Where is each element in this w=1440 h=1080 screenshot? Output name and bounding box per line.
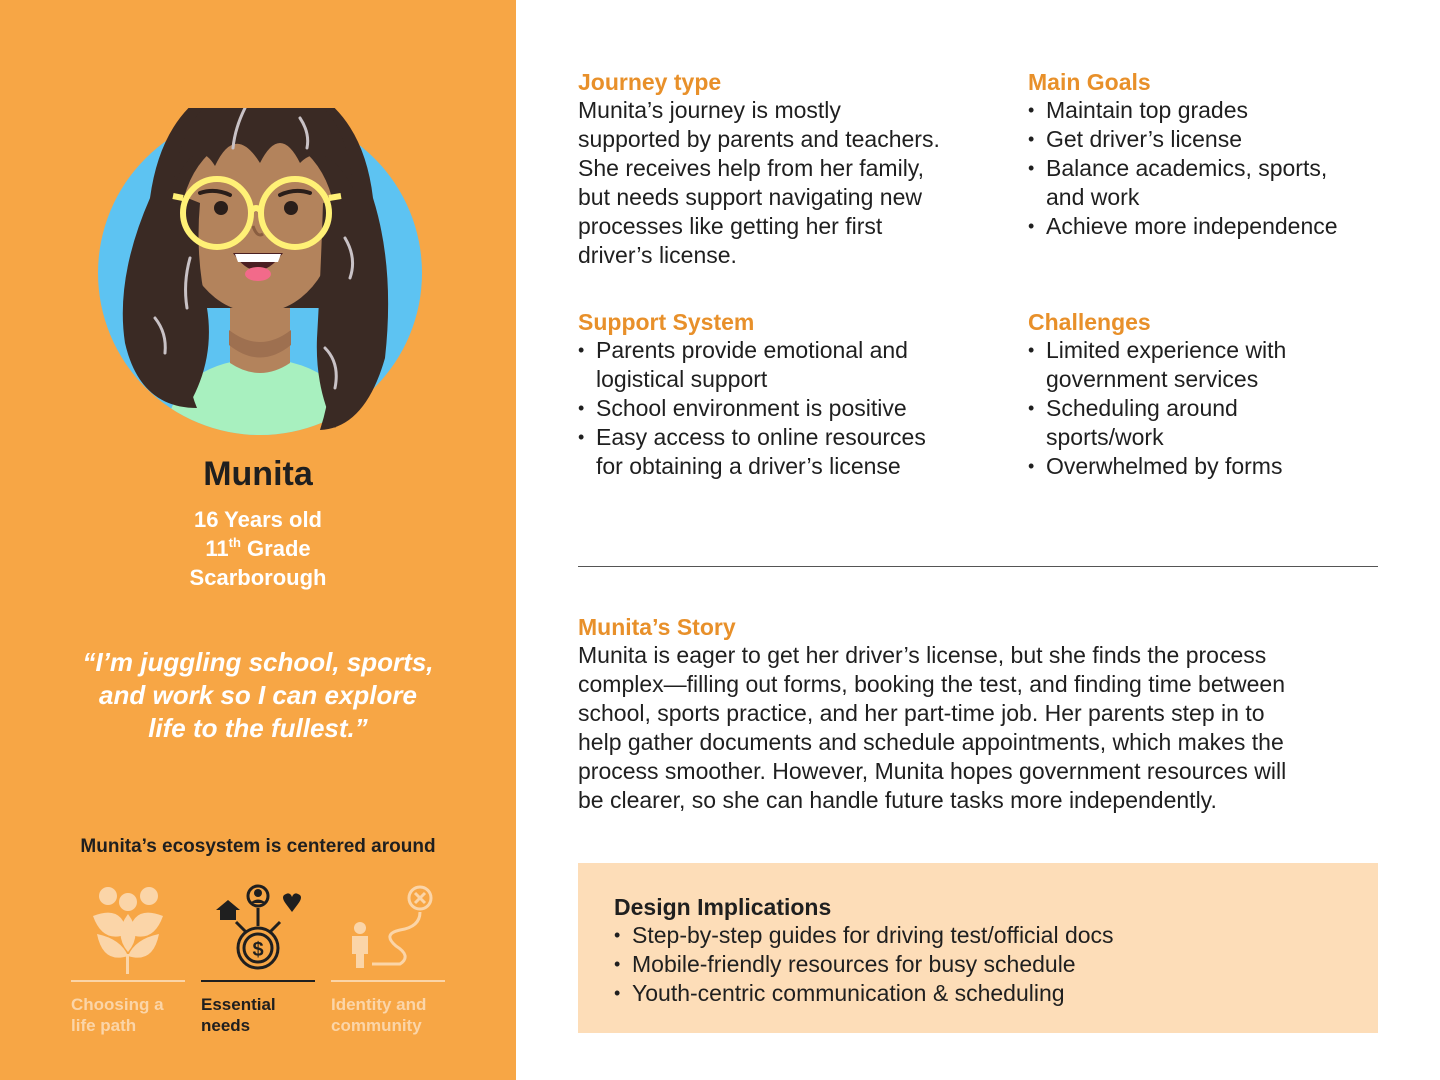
grade-suffix: th — [228, 535, 241, 550]
journey-line: driver’s license. — [578, 242, 737, 268]
list-item: • Mobile-friendly resources for busy schedule — [614, 950, 1114, 979]
grade-number: 11 — [205, 536, 229, 561]
journey-line: She receives help from her family, — [578, 155, 924, 181]
quote-line: life to the fullest.” — [148, 713, 368, 743]
list-item: • Parents provide emotional and logistical support — [578, 336, 998, 394]
story-line: Munita is eager to get her driver’s license, but she finds the process — [578, 642, 1267, 668]
journey-heading: Journey type — [578, 69, 722, 95]
list-item: • Youth-centric communication & scheduling — [614, 979, 1114, 1008]
journey-line: supported by parents and teachers. — [578, 126, 940, 152]
journey-section — [578, 68, 998, 270]
design-implications-box — [578, 863, 1378, 1033]
list-item: • Step-by-step guides for driving test/official docs — [614, 921, 1114, 950]
avatar — [95, 108, 425, 438]
story-line: school, sports practice, and her part-time job. Her parents step in to — [578, 700, 1265, 726]
quote-line: and work so I can explore — [99, 680, 417, 710]
persona-grade — [0, 534, 516, 563]
journey-line: processes like getting her first — [578, 213, 883, 239]
challenges-heading: Challenges — [1028, 309, 1151, 335]
ecosystem-label-line: Choosing a — [71, 995, 164, 1014]
design-heading: Design Implications — [614, 894, 832, 920]
goals-list — [1028, 96, 1388, 241]
persona-panel — [0, 0, 516, 1080]
ecosystem-label-line: life path — [71, 1016, 137, 1035]
flower-people-icon — [83, 884, 173, 974]
ecosystem-item-essential-needs — [201, 882, 315, 1036]
journey-line: but needs support navigating new — [578, 184, 922, 210]
story-line: be clearer, so she can handle future tasks more independently. — [578, 787, 1217, 813]
ecosystem-item-identity — [331, 882, 445, 1036]
list-item: • Limited experience with government services — [1028, 336, 1388, 394]
list-item: • Balance academics, sports, and work — [1028, 154, 1388, 212]
challenges-list — [1028, 336, 1388, 481]
story-section — [578, 613, 1388, 815]
ecosystem-label-line: Identity and — [331, 995, 427, 1014]
support-heading: Support System — [578, 309, 755, 335]
divider — [578, 566, 1378, 567]
ecosystem-label-line: community — [331, 1016, 422, 1035]
persona-location: Scarborough — [189, 565, 327, 590]
list-item: • Get driver’s license — [1028, 125, 1388, 154]
essential-needs-icon — [208, 882, 308, 974]
support-section — [578, 308, 998, 481]
list-item: • Maintain top grades — [1028, 96, 1388, 125]
goals-heading: Main Goals — [1028, 69, 1151, 95]
svg-text:$: $ — [252, 939, 264, 961]
ecosystem-label-line: needs — [201, 1016, 251, 1035]
persona-quote — [40, 646, 476, 745]
list-item: • School environment is positive — [578, 394, 998, 423]
journey-text — [578, 96, 998, 270]
story-text — [578, 641, 1388, 815]
persona-age: 16 Years old — [193, 507, 322, 532]
ecosystem-title: Munita’s ecosystem is centered around — [80, 836, 436, 857]
quote-line: “I’m juggling school, sports, — [82, 647, 434, 677]
story-heading: Munita’s Story — [578, 614, 736, 640]
goals-section — [1028, 68, 1388, 241]
grade-word: Grade — [240, 536, 311, 561]
list-item: • Overwhelmed by forms — [1028, 452, 1388, 481]
journey-line: Munita’s journey is mostly — [578, 97, 841, 123]
list-item: • Achieve more independence — [1028, 212, 1388, 241]
list-item: • Scheduling around sports/work — [1028, 394, 1388, 452]
design-list — [614, 921, 1114, 1008]
story-line: help gather documents and schedule appointments, which makes the — [578, 729, 1284, 755]
list-item: • Easy access to online resources for obtaining a driver’s license — [578, 423, 998, 481]
support-list — [578, 336, 998, 481]
ecosystem-label-line: Essential — [201, 995, 276, 1014]
challenges-section — [1028, 308, 1388, 481]
ecosystem-item-life-path — [71, 882, 185, 1036]
persona-name: Munita — [203, 455, 313, 493]
identity-path-icon — [338, 882, 438, 974]
story-line: process smoother. However, Munita hopes government resources will — [578, 758, 1287, 784]
story-line: complex—filling out forms, booking the test, and finding time between — [578, 671, 1285, 697]
